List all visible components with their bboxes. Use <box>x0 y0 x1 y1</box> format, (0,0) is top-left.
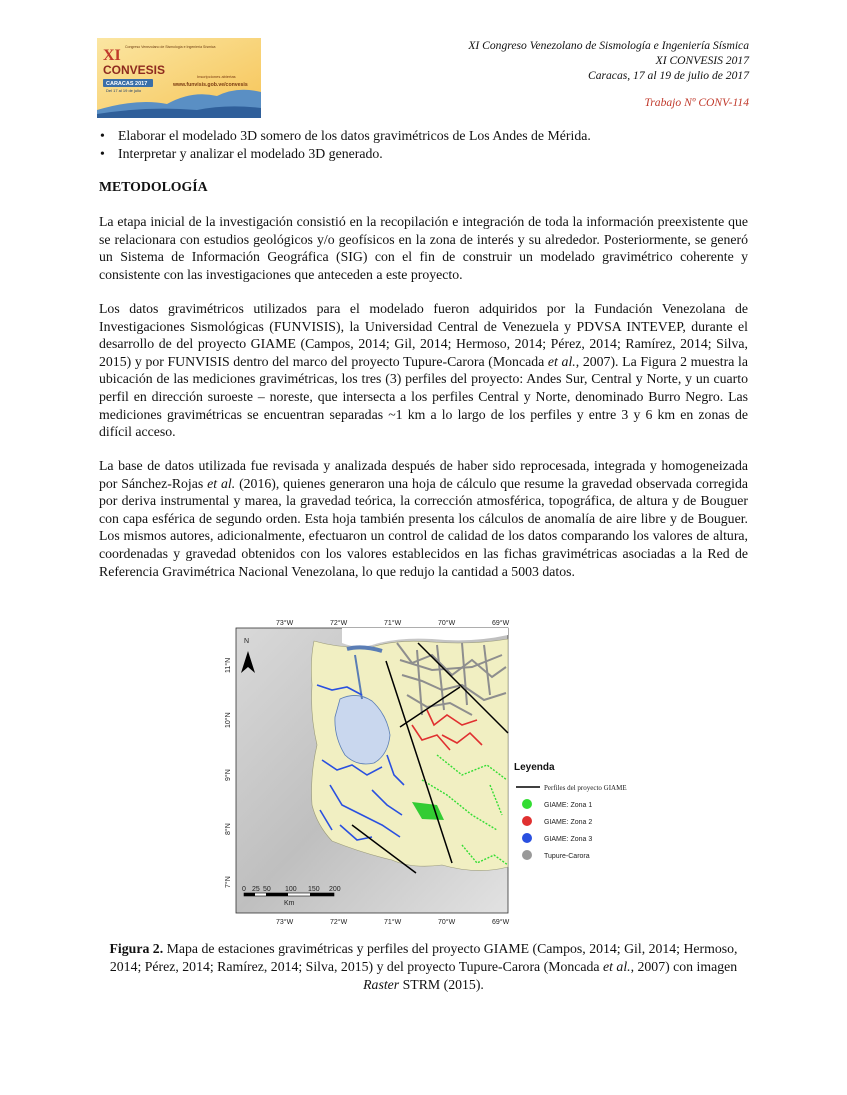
lat-label: 8°N <box>225 823 232 835</box>
lat-label: 7°N <box>225 876 232 888</box>
conference-logo-graphic <box>97 38 261 118</box>
lon-label-bottom: 72°W <box>330 919 348 926</box>
objective-item: • Elaborar el modelado 3D somero de los datos gravimétricos de Los Andes de Mérida. <box>99 127 748 145</box>
paragraph-2-text-cont: , 2007). La Figura 2 muestra la ubicación de las mediciones gravimétricas, los tres (3) perfiles del proyecto: Andes Sur, Central y Norte, y un cuarto perfil en dirección suroeste – noreste, que intersecta a los perfiles Central y Norte, denominado Burro Negro. Las mediciones gravimétricas se encuentran separadas ~1 km a lo largo de los perfiles y entre 3 y 6 km en zonas de difícil acceso. <box>99 353 748 440</box>
legend-item-label: GIAME: Zona 1 <box>544 802 593 809</box>
logo-registration: Inscripciones abiertas <box>197 74 236 79</box>
caption-text-cont: , 2007) con imagen <box>630 959 738 974</box>
legend-swatch-zone-2 <box>522 816 532 826</box>
scale-unit: Km <box>284 900 295 907</box>
lon-label-bottom: 71°W <box>384 919 402 926</box>
lon-label-bottom: 70°W <box>438 919 456 926</box>
legend-item-label: Perfiles del proyecto GIAME <box>544 784 627 792</box>
paragraph-3 <box>99 457 748 580</box>
legend-swatch-zone-1 <box>522 799 532 809</box>
land-area <box>311 639 508 871</box>
logo-dates: Del 17 al 19 de julio <box>106 88 142 93</box>
lat-label: 11°N <box>225 657 232 673</box>
figure-2-map <box>222 615 652 935</box>
lat-label: 10°N <box>225 712 232 728</box>
scale-tick: 25 <box>252 886 260 893</box>
objective-item: • Interpretar y analizar el modelado 3D generado. <box>99 145 748 163</box>
caption-text: Mapa de estaciones gravimétricas y perfiles del proyecto GIAME (Campos, 2014; Gil, 2014; Hermoso, 2014; Pérez, 2014; Ramírez, 2014; Silva, 2015) y del proyecto Tupure-Carora (Moncada <box>109 941 738 974</box>
conference-logo <box>97 38 261 118</box>
legend-item-label: GIAME: Zona 2 <box>544 819 593 826</box>
north-label: N <box>244 638 250 645</box>
paragraph-2-text: Los datos gravimétricos utilizados para el modelado fueron adquiridos por la Fundación Venezolana de Investigaciones Sismológicas (FUNVISIS), la Universidad Central de Venezuela y PDVSA INTEVEP, durante el desarrollo de del proyecto GIAME (Campos, 2014; Gil, 2014; Hermoso, 2014; Pérez, 2014; Ramírez, 2014; Silva, 2015) y por FUNVISIS dentro del marco del proyecto Tupure-Carora (Moncada <box>99 301 748 369</box>
caption-text-end: STRM (2015). <box>399 977 484 992</box>
lon-label-top: 71°W <box>384 620 402 627</box>
scale-tick: 0 <box>242 886 246 893</box>
caption-emphasis: et al. <box>603 959 631 974</box>
paragraph-2 <box>99 300 748 441</box>
header-line-3: Caracas, 17 al 19 de julio de 2017 <box>587 68 749 82</box>
legend-swatch-tupure <box>522 850 532 860</box>
legend-item-label: GIAME: Zona 3 <box>544 836 593 843</box>
paragraph-1: La etapa inicial de la investigación consistió en la recopilación e integración de toda la información preexistente que se relacionara con estudios geológicos y/o geofísicos en la zona de interés y su alrededor. Posteriormente, se generó un Sistema de Información Geográfica (SIG) con el fin de construir un modelado gravimétrico coherente y consistente con las investigaciones que anteceden a este proyecto. <box>99 214 748 282</box>
lon-label-bottom: 69°W <box>492 919 510 926</box>
legend-title: Leyenda <box>514 762 555 773</box>
logo-roman-numeral: XI <box>103 47 121 64</box>
legend-swatch-zone-3 <box>522 833 532 843</box>
logo-name: CONVESIS <box>103 63 166 77</box>
lon-label-top: 69°W <box>492 620 510 627</box>
caption-lead: Figura 2. <box>109 941 164 956</box>
section-heading: METODOLOGÍA <box>99 179 208 194</box>
logo-small-text: Congreso Venezolano de Sismología e Ingeniería Sísmica <box>125 45 216 49</box>
conference-header <box>329 39 749 83</box>
header-line-2: XI CONVESIS 2017 <box>655 53 749 67</box>
paragraph-3-text: La base de datos utilizada fue revisada y analizada después de haber sido reprocesada, integrada y homogeneizada por Sánchez-Rojas <box>99 458 748 491</box>
header-line-1: XI Congreso Venezolano de Sismología e Ingeniería Sísmica <box>468 39 749 52</box>
logo-city-badge: CARACAS 2017 <box>106 81 148 87</box>
lat-label: 9°N <box>225 769 232 781</box>
paragraph-3-emphasis: et al. <box>207 475 236 491</box>
paragraph-2-emphasis: et al. <box>547 353 576 369</box>
gravimetry-map <box>222 615 652 935</box>
lon-label-top: 70°W <box>438 620 456 627</box>
figure-caption <box>99 940 748 994</box>
scale-tick: 200 <box>329 886 341 893</box>
map-legend <box>514 762 627 860</box>
logo-url: www.funvisis.gob.ve/convesis <box>173 82 248 88</box>
paragraph-3-text-cont: (2016), quienes generaron una hoja de cálculo que resume la gravedad observada corregida por deriva instrumental y marea, la gravedad teórica, la corrección atmosférica, topográfica, de altura y de Bouguer con capa esférica de segundo orden. Esta hoja también presenta los cálculos de anomalía de aire libre y de Bouguer. Los mismos autores, adicionalmente, efectuaron un control de calidad de los datos comparando los valores de altura, coordenadas y gravedad obtenidos con los valores establecidos en las fichas gravimétricas asociadas a la Red de Referencia Gravimétrica Nacional Venezolana, lo que redujo la cantidad a 5003 datos. <box>99 475 749 579</box>
scale-tick: 100 <box>285 886 297 893</box>
paper-number: Trabajo Nº CONV-114 <box>644 96 749 109</box>
lon-label-top: 73°W <box>276 620 294 627</box>
legend-item-label: Tupure-Carora <box>544 853 590 860</box>
lon-label-bottom: 73°W <box>276 919 294 926</box>
objectives-list <box>99 127 748 162</box>
caption-emphasis-raster: Raster <box>363 977 400 992</box>
lon-label-top: 72°W <box>330 620 348 627</box>
scale-tick: 50 <box>263 886 271 893</box>
scale-tick: 150 <box>308 886 320 893</box>
